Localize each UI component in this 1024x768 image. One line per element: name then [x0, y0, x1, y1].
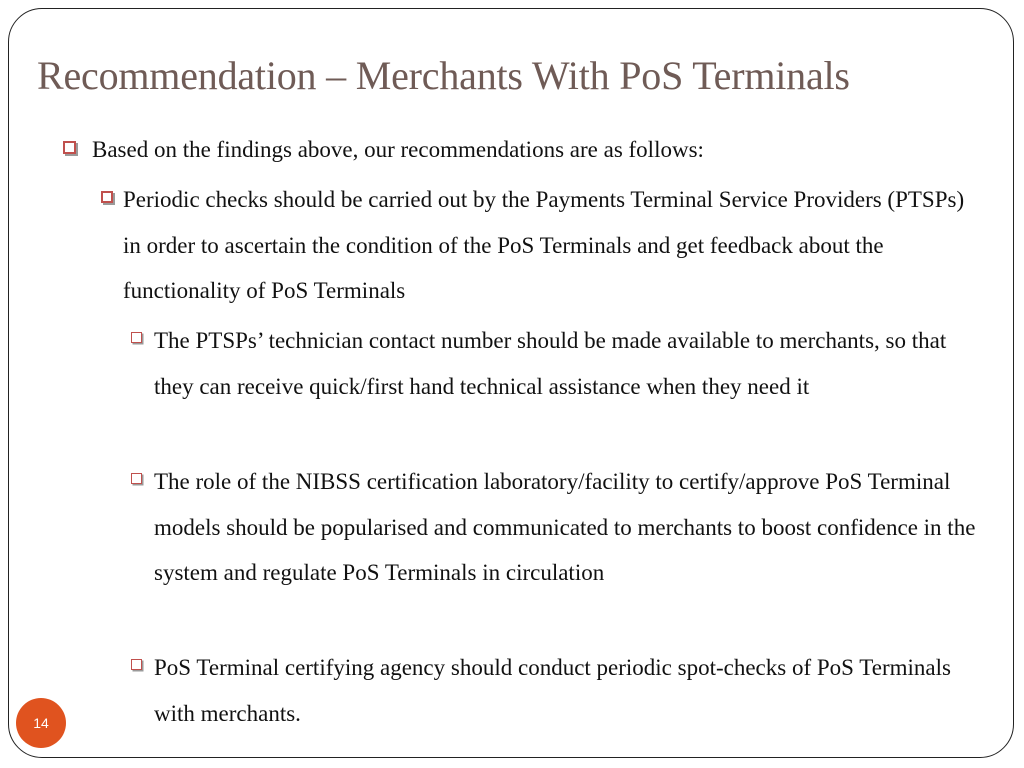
list-item-text: Periodic checks should be carried out by the Payments Terminal Service Providers (PTSPs) in order to ascertain the condition of the PoS Terminals and get feedback about the functionality of PoS Terminals	[123, 187, 965, 303]
checkbox-square-icon	[131, 332, 142, 343]
checkbox-square-icon	[131, 473, 142, 484]
list-item-text: The PTSPs’ technician contact number should be made available to merchants, so that they can receive quick/first hand technical assistance when they need it	[154, 328, 947, 399]
list-item	[101, 177, 971, 314]
list-item-text: PoS Terminal certifying agency should conduct periodic spot-checks of PoS Terminals with merchants.	[154, 655, 951, 726]
list-item-text: The role of the NIBSS certification laboratory/facility to certify/approve PoS Terminal models should be popularised and communicated to merchants to boost confidence in the system and regulate PoS Terminals in circulation	[154, 469, 976, 585]
checkbox-square-icon	[101, 191, 113, 203]
list-item	[131, 459, 976, 596]
list-item	[63, 127, 963, 173]
checkbox-square-icon	[131, 659, 142, 670]
page-number-badge: 14	[16, 698, 66, 748]
checkbox-square-icon	[63, 141, 76, 154]
list-item	[131, 645, 976, 736]
list-item-text: Based on the findings above, our recommendations are as follows:	[92, 137, 704, 162]
slide-title: Recommendation – Merchants With PoS Terminals	[37, 53, 850, 98]
list-item	[131, 318, 976, 409]
